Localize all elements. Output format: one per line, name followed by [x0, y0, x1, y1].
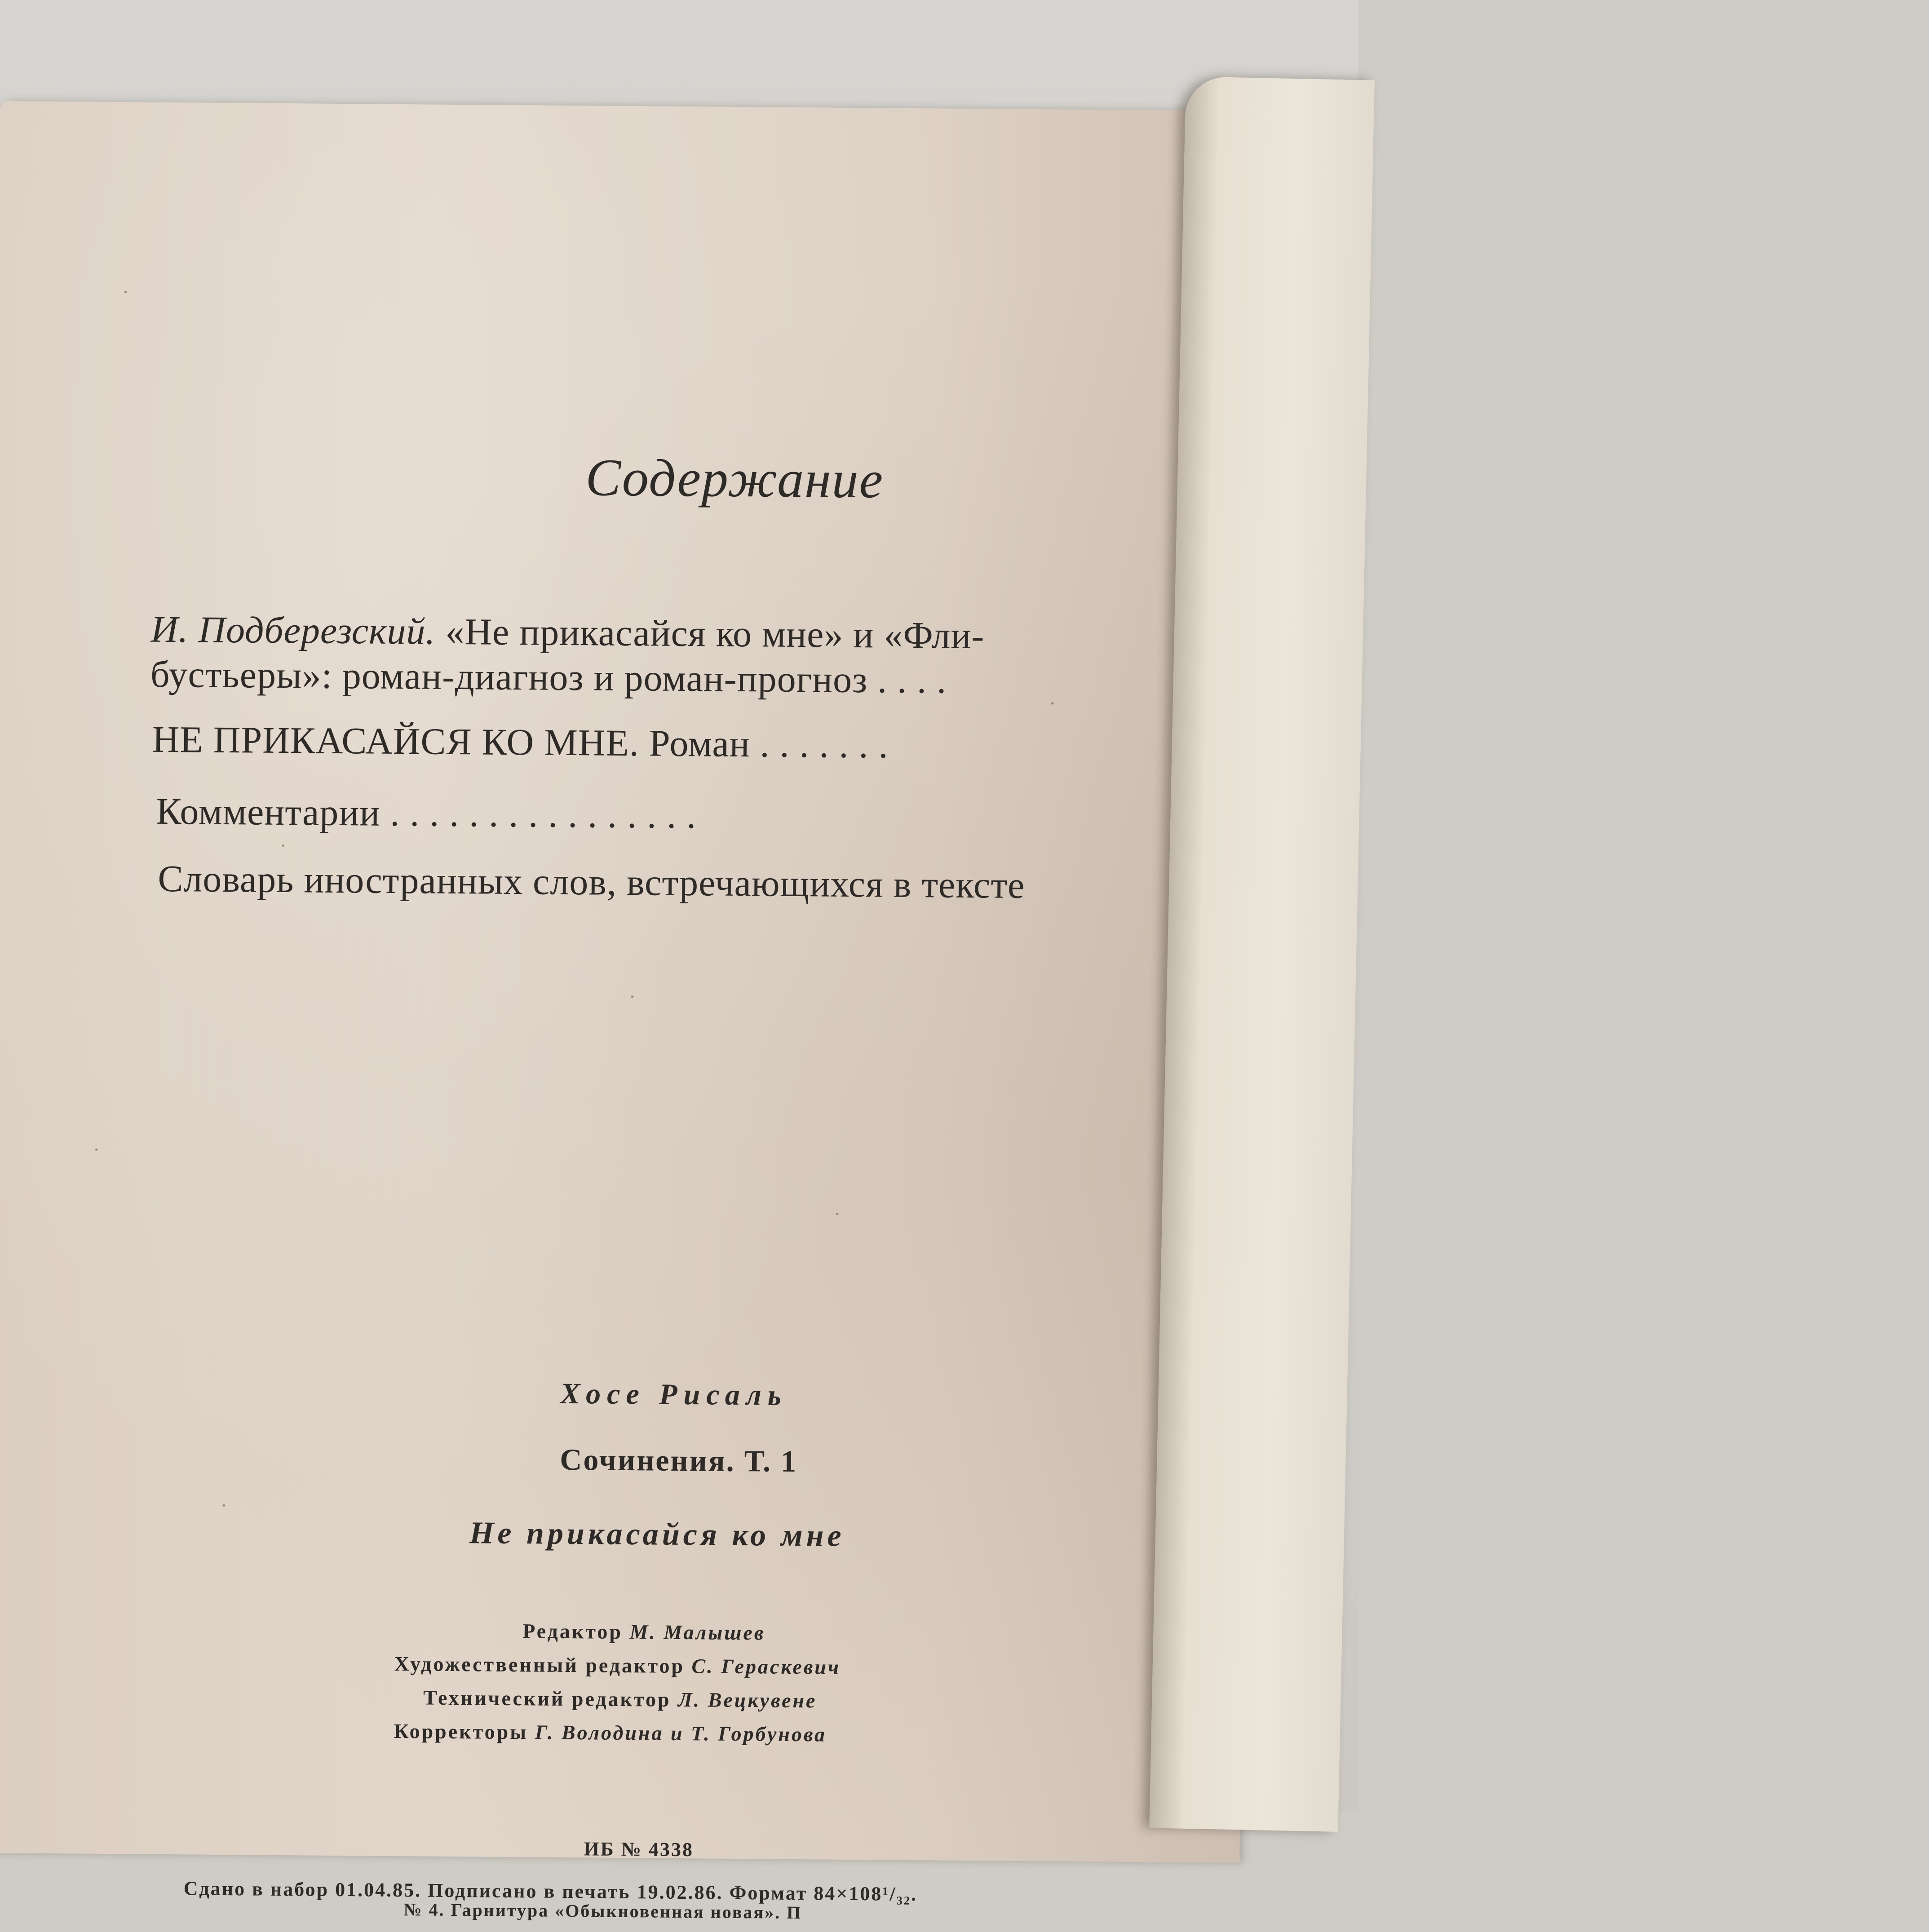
toc-entry-1-title-part-1: «Не прикасайся ко мне» и «Фли- — [445, 610, 985, 657]
credit-role: Технический редактор — [423, 1686, 671, 1711]
credit-role: Корректоры — [394, 1719, 528, 1744]
imprint-line-1: Сдано в набор 01.04.85. Подписано в печать 19.02.86. Формат 84×108¹/₃₂. — [183, 1877, 918, 1905]
toc-entry-2: НЕ ПРИКАСАЙСЯ КО МНЕ. Роман . . . . . . . — [152, 718, 889, 766]
credit-art-editor — [394, 1652, 841, 1679]
credit-name: М. Малышев — [629, 1620, 765, 1645]
next-page-edge — [1149, 76, 1375, 1832]
credit-name: Г. Володина и Т. Горбунова — [535, 1720, 827, 1746]
page-title: Содержание — [585, 448, 884, 509]
book-page — [0, 101, 1253, 1923]
toc-entry-1-author: И. Подберезский. — [150, 608, 436, 653]
book-title: Не прикасайся ко мне — [469, 1516, 845, 1553]
toc-entry-4: Словарь иностранных слов, встречающихся в тексте — [158, 858, 1025, 906]
toc-entry-1-line-1 — [150, 608, 984, 658]
credit-proofreaders — [394, 1719, 827, 1746]
ib-number: ИБ № 4338 — [584, 1838, 694, 1861]
book-author: Хосе Рисаль — [560, 1377, 788, 1412]
credit-name: С. Гераскевич — [691, 1654, 841, 1679]
toc-entry-3: Комментарии . . . . . . . . . . . . . . . . — [156, 790, 697, 837]
imprint-line-2: № 4. Гарнитура «Обыкновенная новая». П — [403, 1899, 802, 1923]
toc-entry-1-line-2: бустьеры»: роман-диагноз и роман-прогноз . . . . — [150, 653, 947, 702]
credit-name: Л. Вецкувене — [677, 1688, 817, 1712]
volume-label: Сочинения. Т. 1 — [559, 1442, 798, 1479]
credit-technical-editor — [423, 1686, 817, 1713]
credit-editor — [522, 1619, 765, 1645]
credit-role: Художественный редактор — [394, 1652, 685, 1678]
credit-role: Редактор — [522, 1619, 623, 1643]
